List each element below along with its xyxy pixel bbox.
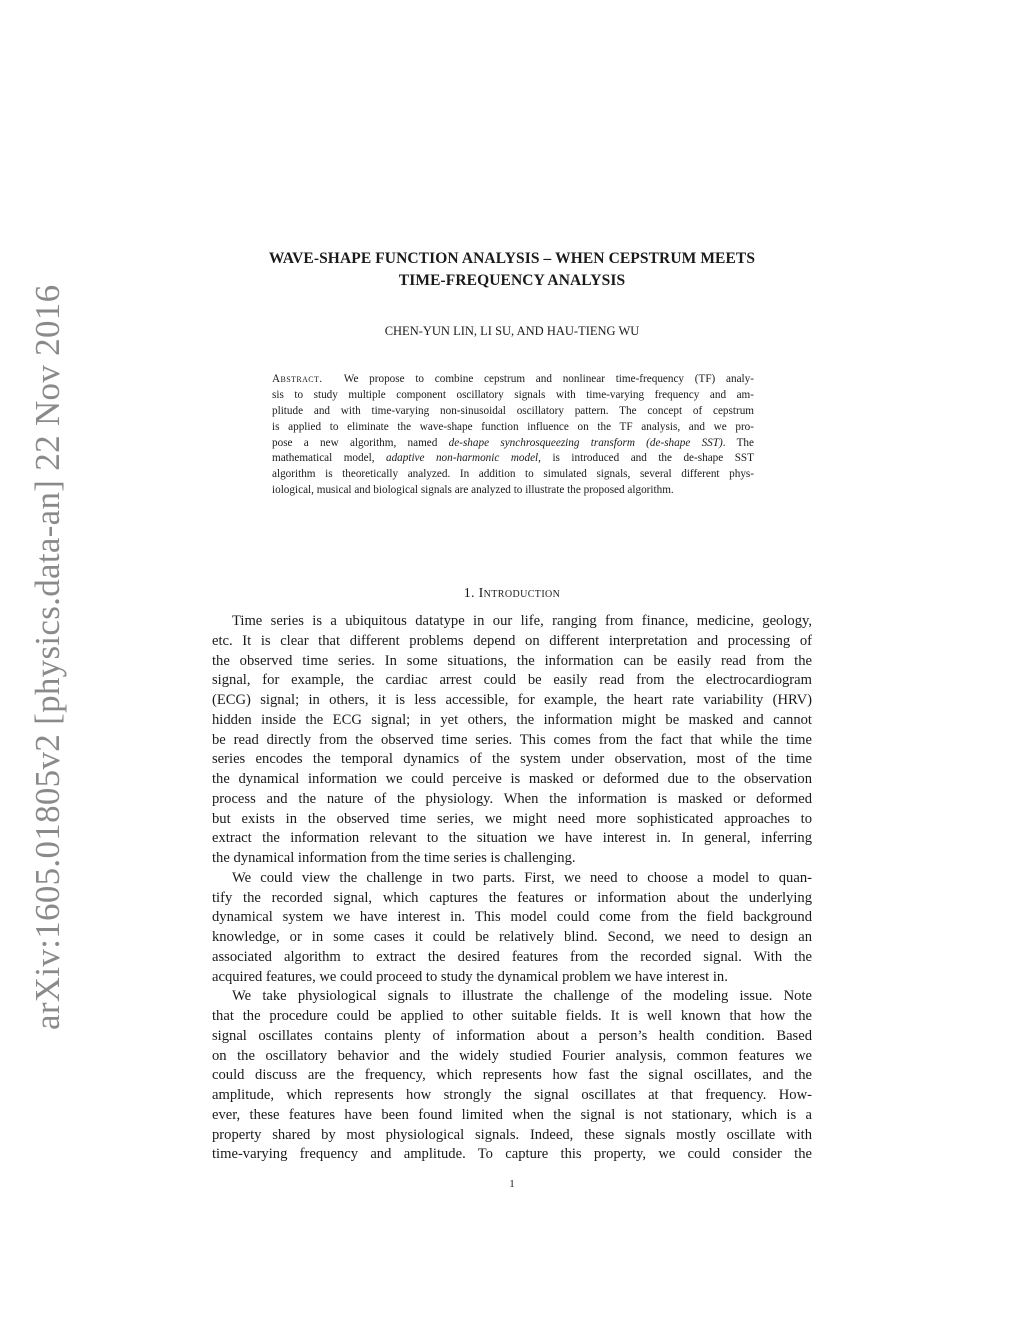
abstract-text: . The [722, 436, 754, 449]
section-title: Introduction [478, 586, 561, 601]
paragraph-1 [212, 612, 812, 869]
text-line: property shared by most physiological signals. Indeed, these signals mostly oscillate with [212, 1126, 812, 1143]
text-line: on the oscillatory behavior and the widely studied Fourier analysis, common features we [212, 1047, 812, 1064]
text-line: the dynamical information from the time series is challenging. [212, 850, 576, 866]
text-line: series encodes the temporal dynamics of the system under observation, most of the time [212, 751, 812, 768]
text-line: acquired features, we could proceed to study the dynamical problem we have interest in. [212, 968, 728, 985]
text-line: hidden inside the ECG signal; in yet others, the information might be masked and cannot [212, 711, 812, 728]
text-line: time-varying frequency and amplitude. To capture this property, we could consider the [212, 1146, 812, 1163]
text-line: could discuss are the frequency, which represents how fast the signal oscillates, and the [212, 1067, 812, 1084]
page-number: 1 [509, 1178, 515, 1190]
text-line: We take physiological signals to illustrate the challenge of the modeling issue. Note [232, 988, 812, 1005]
text-line: knowledge, or in some cases it could be relatively blind. Second, we need to design an [212, 929, 812, 945]
paper-title-line-2: TIME-FREQUENCY ANALYSIS [398, 272, 626, 289]
text-line: process and the nature of the physiology. When the information is masked or deformed [212, 790, 812, 807]
text-line: that the procedure could be applied to other suitable fields. It is well known that how the [212, 1008, 812, 1024]
abstract-text: mathematical model, [272, 452, 386, 465]
text-line: dynamical system we have interest in. This model could come from the field background [212, 909, 812, 926]
paragraph-2 [212, 869, 812, 988]
paragraph-3 [212, 987, 812, 1165]
abstract-line: is applied to eliminate the wave-shape function influence on the TF analysis, and we pro- [272, 420, 754, 433]
abstract-text: , is introduced and the de-shape SST [538, 452, 754, 465]
abstract-label: Abstract. [272, 373, 323, 385]
text-line: signal, for example, the cardiac arrest could be easily read from the electrocardiogram [212, 672, 812, 689]
arxiv-identifier-stamp: arXiv:1605.01805v2 [physics.data-an] 22 Nov 2016 [28, 284, 67, 1030]
section-heading [212, 585, 812, 603]
text-line: tify the recorded signal, which captures the features or information about the underlying [212, 889, 812, 906]
abstract [272, 372, 754, 499]
body-text [212, 612, 812, 1165]
abstract-line [272, 436, 754, 452]
abstract-line: plitude and with time-varying non-sinusoidal oscillatory pattern. The concept of cepstrum [272, 404, 754, 417]
text-line: the observed time series. In some situations, the information can be easily read from the [212, 652, 812, 669]
text-line: signal oscillates contains plenty of information about a person’s health condition. Based [212, 1027, 812, 1044]
abstract-line: sis to study multiple component oscillatory signals with time-varying frequency and am- [272, 388, 754, 401]
text-line: Time series is a ubiquitous datatype in our life, ranging from finance, medicine, geology, [232, 613, 812, 629]
abstract-emphasis: de-shape synchrosqueezing transform (de-shape SST) [448, 436, 723, 449]
text-line: amplitude, which represents how strongly the signal oscillates at that frequency. How- [212, 1087, 812, 1103]
text-line: but exists in the observed time series, we might need more sophisticated approaches to [212, 810, 812, 827]
author-list: CHEN-YUN LIN, LI SU, AND HAU-TIENG WU [384, 324, 640, 338]
abstract-line [272, 451, 754, 467]
text-line: associated algorithm to extract the desired features from the recorded signal. With the [212, 948, 812, 965]
text-line: be read directly from the observed time series. This comes from the fact that while the time [212, 731, 812, 748]
section-number: 1. [463, 586, 475, 601]
text-line: (ECG) signal; in others, it is less accessible, for example, the heart rate variability (HRV) [212, 692, 812, 708]
text-line: the dynamical information we could perceive is masked or deformed due to the observation [212, 771, 812, 787]
text-line: etc. It is clear that different problems depend on different interpretation and processing of [212, 632, 812, 649]
abstract-text: We propose to combine cepstrum and nonlinear time-frequency (TF) analy- [343, 373, 754, 385]
text-line: ever, these features have been found limited when the signal is not stationary, which is a [212, 1106, 812, 1123]
abstract-line [272, 372, 754, 388]
text-line: extract the information relevant to the situation we have interest in. In general, inferring [212, 830, 812, 847]
abstract-text: pose a new algorithm, named [272, 436, 449, 449]
paper-title [212, 248, 812, 292]
text-line: We could view the challenge in two parts. First, we need to choose a model to quan- [232, 869, 812, 886]
abstract-line: algorithm is theoretically analyzed. In addition to simulated signals, several different phys- [272, 468, 754, 481]
abstract-emphasis: adaptive non-harmonic model [385, 452, 539, 465]
abstract-line: iological, musical and biological signals are analyzed to illustrate the proposed algorithm. [272, 484, 674, 497]
paper-title-line-1: WAVE-SHAPE FUNCTION ANALYSIS – WHEN CEPSTRUM MEETS [268, 250, 756, 267]
